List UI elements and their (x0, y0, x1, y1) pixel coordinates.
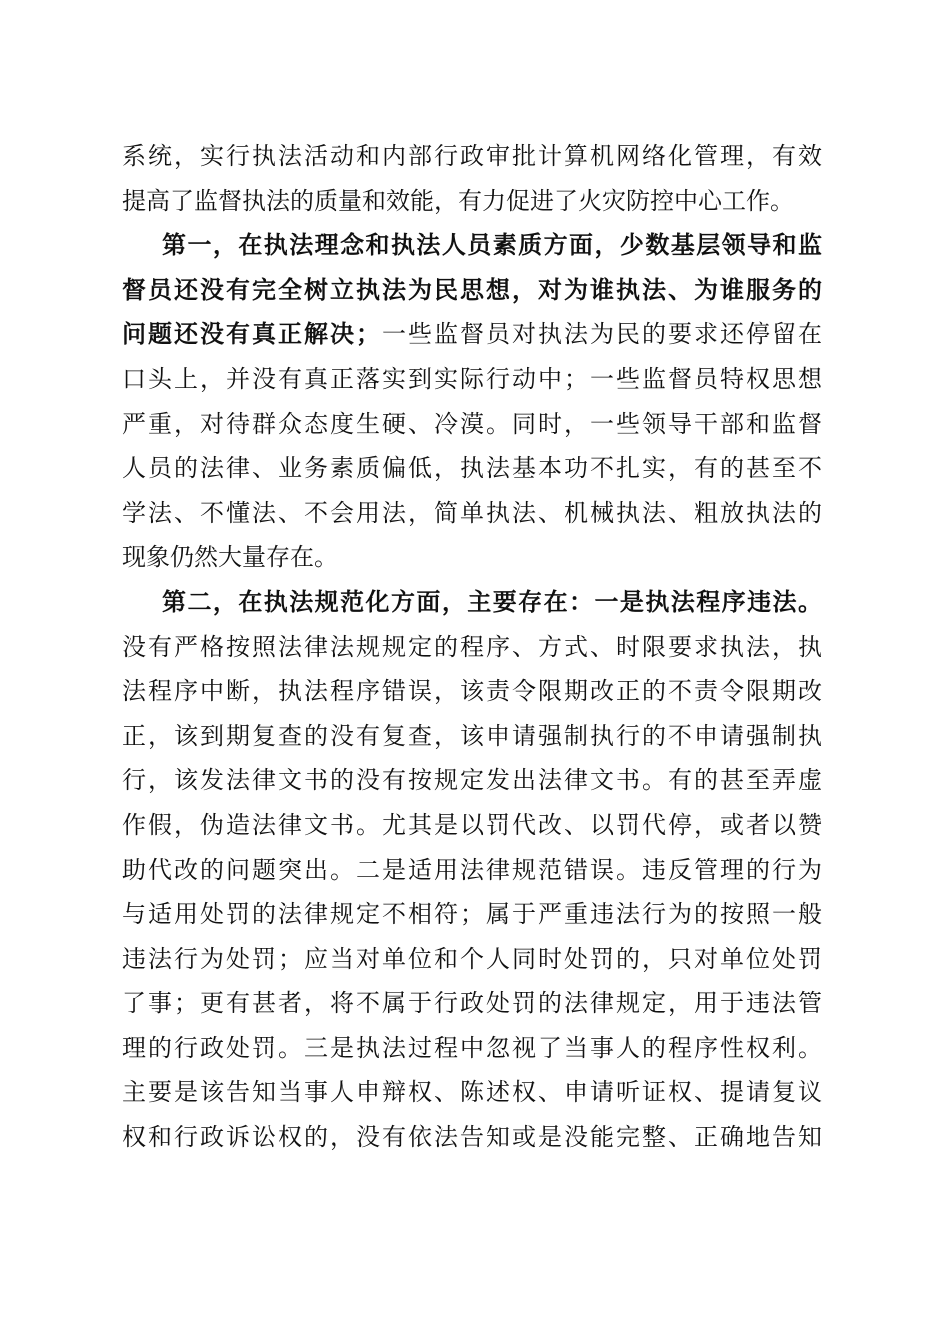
text-line: 了事；更有甚者，将不属于行政处罚的法律规定，用于违法管 (122, 989, 822, 1018)
paragraph-point-one (122, 223, 822, 580)
text-line: 系统，实行执法活动和内部行政审批计算机网络化管理，有效 (122, 142, 822, 170)
paragraph-point-two (122, 580, 822, 1160)
paragraph-intro-tail (122, 134, 822, 223)
text-line: 口头上，并没有真正落实到实际行动中；一些监督员特权思想 (122, 364, 822, 393)
text-line: 没有严格按照法律法规规定的程序、方式、时限要求执法，执 (122, 632, 822, 661)
text-line: 法程序中断，执法程序错误，该责令限期改正的不责令限期改 (122, 677, 822, 706)
bold-text: 问题还没有真正解决； (122, 319, 380, 349)
regular-text: 一些监督员对执法为民的要求还停留在 (380, 320, 822, 349)
text-line: 学法、不懂法、不会用法，简单执法、机械执法、粗放执法的 (122, 498, 822, 527)
text-line-heading: 第二，在执法规范化方面，主要存在：一是执法程序违法。 (162, 586, 822, 616)
text-line: 督员还没有完全树立执法为民思想，对为谁执法、为谁服务的 (122, 274, 822, 304)
text-line: 行，该发法律文书的没有按规定发出法律文书。有的甚至弄虚 (122, 766, 822, 795)
text-line: 权和行政诉讼权的，没有依法告知或是没能完整、正确地告知 (122, 1123, 822, 1152)
text-line-heading: 第一，在执法理念和执法人员素质方面，少数基层领导和监 (162, 230, 822, 260)
text-line: 严重，对待群众态度生硬、冷漠。同时，一些领导干部和监督 (122, 409, 822, 438)
text-line: 与适用处罚的法律规定不相符；属于严重违法行为的按照一般 (122, 900, 822, 929)
text-line: 作假，伪造法律文书。尤其是以罚代改、以罚代停，或者以赞 (122, 810, 822, 839)
text-line: 现象仍然大量存在。 (122, 543, 338, 572)
text-line: 正，该到期复查的没有复查，该申请强制执行的不申请强制执 (122, 721, 822, 750)
text-line (122, 312, 822, 357)
text-line: 违法行为处罚；应当对单位和个人同时处罚的，只对单位处罚 (122, 944, 822, 973)
document-page (122, 134, 822, 1160)
text-line: 主要是该告知当事人申辩权、陈述权、申请听证权、提请复议 (122, 1078, 822, 1107)
text-line: 提高了监督执法的质量和效能，有力促进了火灾防控中心工作。 (122, 186, 794, 215)
text-line: 助代改的问题突出。二是适用法律规范错误。违反管理的行为 (122, 855, 822, 884)
text-line: 理的行政处罚。三是执法过程中忽视了当事人的程序性权利。 (122, 1033, 822, 1062)
text-line: 人员的法律、业务素质偏低，执法基本功不扎实，有的甚至不 (122, 454, 822, 483)
